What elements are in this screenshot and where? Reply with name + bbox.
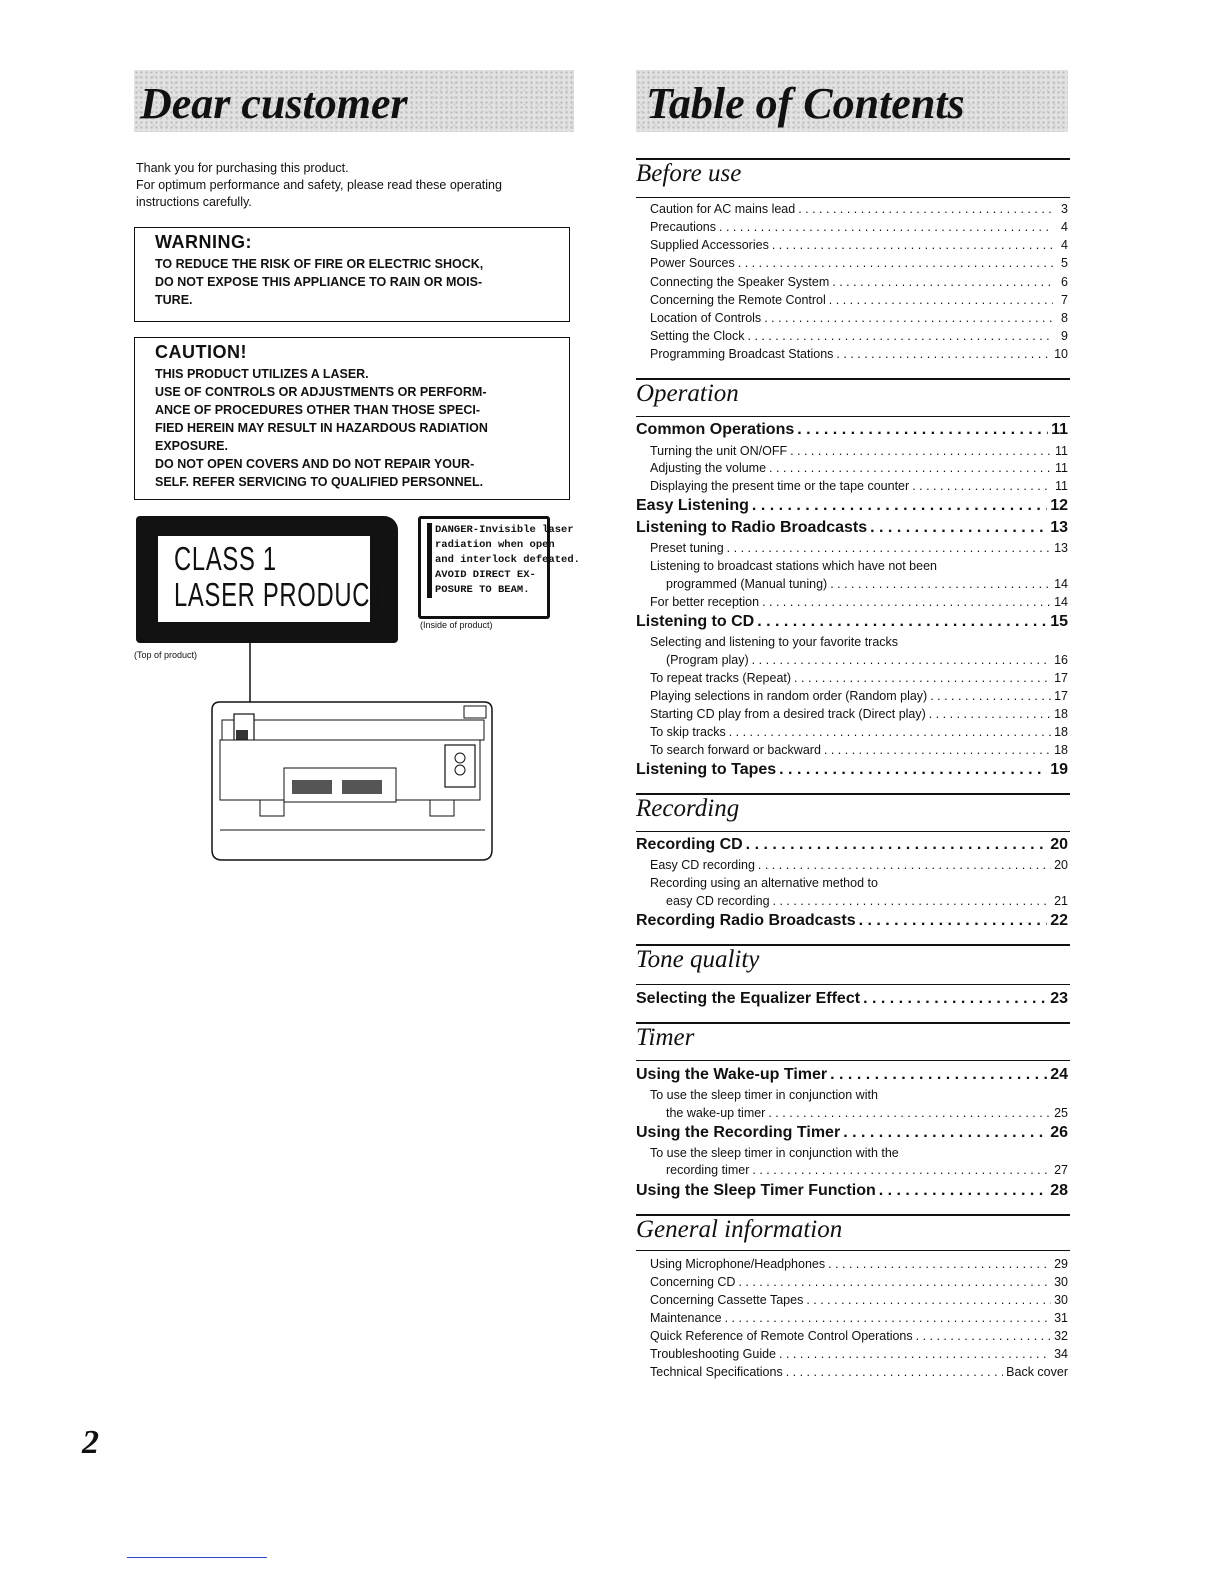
toc-entry-text: Recording using an alternative method to (650, 876, 878, 890)
toc-entry[interactable]: Concerning Cassette Tapes . . . 30 (650, 1293, 1068, 1307)
intro-text (136, 160, 576, 211)
toc-entry[interactable]: Concerning CD . . . 30 (650, 1275, 1068, 1289)
toc-entry[interactable]: Power Sources . . . 5 (650, 256, 1068, 270)
toc-major-entry[interactable]: Common Operations . . . 11 (636, 421, 1068, 439)
laser-label-line1: CLASS 1 (174, 540, 277, 577)
danger-label-text (427, 523, 580, 598)
toc-entry[interactable]: Using Microphone/Headphones . . . 29 (650, 1257, 1068, 1271)
intro-line: instructions carefully. (136, 195, 252, 209)
caution-line: FIED HEREIN MAY RESULT IN HAZARDOUS RADIATION (155, 421, 488, 435)
intro-line: For optimum performance and safety, please read these operating (136, 178, 502, 192)
toc-entry[interactable]: Concerning the Remote Control . . . 7 (650, 293, 1068, 307)
caution-line: EXPOSURE. (155, 439, 228, 453)
toc-entry[interactable]: recording timer . . . 27 (666, 1163, 1068, 1177)
toc-major-entry[interactable]: Selecting the Equalizer Effect . . . 23 (636, 990, 1068, 1008)
toc-major-entry[interactable]: Listening to CD . . . 15 (636, 613, 1068, 631)
section-rule (636, 831, 1070, 832)
caution-heading: CAUTION! (155, 342, 247, 362)
caption-top-of-product: (Top of product) (134, 650, 198, 660)
warning-body (155, 255, 569, 309)
toc-entry[interactable]: For better reception . . . 14 (650, 595, 1068, 609)
toc-entry[interactable]: Starting CD play from a desired track (Direct play) . . . 18 (650, 707, 1068, 721)
section-rule (636, 197, 1070, 198)
toc-entry[interactable]: Displaying the present time or the tape counter . . . 11 (650, 479, 1068, 493)
section-general-title: General information (636, 1216, 843, 1243)
class1-laser-label-panel (158, 536, 386, 622)
toc-entry[interactable]: Technical Specifications . . . Back cover (650, 1365, 1068, 1379)
danger-line: DANGER-Invisible laser (435, 524, 574, 536)
toc-major-entry[interactable]: Easy Listening . . . 12 (636, 497, 1068, 515)
page-number: 2 (82, 1424, 99, 1461)
toc-major-entry[interactable]: Recording CD . . . 20 (636, 836, 1068, 854)
toc-entry-text: Listening to broadcast stations which have not been (650, 559, 937, 573)
toc-entry[interactable]: To repeat tracks (Repeat) . . . 17 (650, 671, 1068, 685)
toc-major-entry[interactable]: Listening to Radio Broadcasts . . . 13 (636, 519, 1068, 537)
toc-major-entry[interactable]: Using the Recording Timer . . . 26 (636, 1124, 1068, 1142)
dear-customer-title: Dear customer (140, 79, 408, 128)
section-tone-title: Tone quality (636, 946, 760, 973)
toc-entry[interactable]: Supplied Accessories . . . 4 (650, 238, 1068, 252)
section-rule (636, 1022, 1070, 1024)
section-rule (636, 984, 1070, 985)
toc-entry[interactable]: easy CD recording . . . 21 (666, 894, 1068, 908)
warning-line: TURE. (155, 293, 193, 307)
section-rule (636, 1060, 1070, 1061)
toc-entry[interactable]: To skip tracks . . . 18 (650, 725, 1068, 739)
toc-entry[interactable]: Troubleshooting Guide . . . 34 (650, 1347, 1068, 1361)
toc-major-entry[interactable]: Using the Wake-up Timer . . . 24 (636, 1066, 1068, 1084)
toc-entry[interactable]: programmed (Manual tuning) . . . 14 (666, 577, 1068, 591)
toc-entry[interactable]: Easy CD recording . . . 20 (650, 858, 1068, 872)
caution-line: SELF. REFER SERVICING TO QUALIFIED PERSONNEL. (155, 475, 484, 489)
danger-line: and interlock defeated. (435, 554, 580, 566)
toc-entry[interactable]: Programming Broadcast Stations . . . 10 (650, 347, 1068, 361)
toc-entry[interactable]: Location of Controls . . . 8 (650, 311, 1068, 325)
section-timer-title: Timer (636, 1024, 695, 1051)
section-recording-title: Recording (636, 795, 740, 822)
toc-entry-text: To use the sleep timer in conjunction with (650, 1088, 878, 1102)
toc-entry[interactable]: Preset tuning . . . 13 (650, 541, 1068, 555)
toc-major-entry[interactable]: Recording Radio Broadcasts . . . 22 (636, 912, 1068, 930)
toc-entry[interactable]: Setting the Clock . . . 9 (650, 329, 1068, 343)
toc-title: Table of Contents (646, 79, 965, 128)
toc-entry[interactable]: Connecting the Speaker System . . . 6 (650, 275, 1068, 289)
danger-line: AVOID DIRECT EX- (435, 569, 536, 581)
toc-entry[interactable]: (Program play) . . . 16 (666, 653, 1068, 667)
toc-entry-text: To use the sleep timer in conjunction with the (650, 1146, 899, 1160)
caption-inside-of-product: (Inside of product) (420, 620, 493, 630)
toc-major-entry[interactable]: Using the Sleep Timer Function . . . 28 (636, 1182, 1068, 1200)
warning-box (134, 227, 570, 322)
caution-line: USE OF CONTROLS OR ADJUSTMENTS OR PERFORM- (155, 385, 487, 399)
warning-heading: WARNING: (155, 232, 252, 252)
caution-line: ANCE OF PROCEDURES OTHER THAN THOSE SPECI- (155, 403, 481, 417)
section-operation-title: Operation (636, 380, 739, 407)
caution-line: DO NOT OPEN COVERS AND DO NOT REPAIR YOUR- (155, 457, 475, 471)
class1-laser-label (136, 516, 398, 643)
intro-line: Thank you for purchasing this product. (136, 161, 349, 175)
laser-label-line2: LASER PRODUCT (174, 576, 386, 613)
toc-entry[interactable]: Adjusting the volume . . . 11 (650, 461, 1068, 475)
toc-entry-text: Selecting and listening to your favorite tracks (650, 635, 899, 649)
product-top-illustration (200, 640, 500, 865)
toc-entry[interactable]: Turning the unit ON/OFF . . . 11 (650, 444, 1068, 458)
warning-line: TO REDUCE THE RISK OF FIRE OR ELECTRIC SHOCK, (155, 257, 484, 271)
toc-entry[interactable]: the wake-up timer . . . 25 (666, 1106, 1068, 1120)
danger-label (418, 516, 580, 619)
section-rule (636, 1250, 1070, 1251)
bottom-link-rule (127, 1557, 267, 1558)
danger-line: radiation when open (435, 539, 555, 551)
toc-entry[interactable]: Caution for AC mains lead . . . 3 (650, 202, 1068, 216)
toc-entry[interactable]: To search forward or backward . . . 18 (650, 743, 1068, 757)
toc-entry[interactable]: Maintenance . . . 31 (650, 1311, 1068, 1325)
danger-line: POSURE TO BEAM. (435, 584, 530, 596)
caution-line: THIS PRODUCT UTILIZES A LASER. (155, 367, 369, 381)
section-before-use-title: Before use (636, 160, 742, 187)
toc-entry[interactable]: Precautions . . . 4 (650, 220, 1068, 234)
section-rule (636, 416, 1070, 417)
toc-major-entry[interactable]: Listening to Tapes . . . 19 (636, 761, 1068, 779)
toc-entry[interactable]: Quick Reference of Remote Control Operations . . . 32 (650, 1329, 1068, 1343)
warning-line: DO NOT EXPOSE THIS APPLIANCE TO RAIN OR MOIS- (155, 275, 483, 289)
caution-body (155, 365, 569, 491)
caution-box (134, 337, 570, 500)
toc-entry[interactable]: Playing selections in random order (Random play) . . . 17 (650, 689, 1068, 703)
